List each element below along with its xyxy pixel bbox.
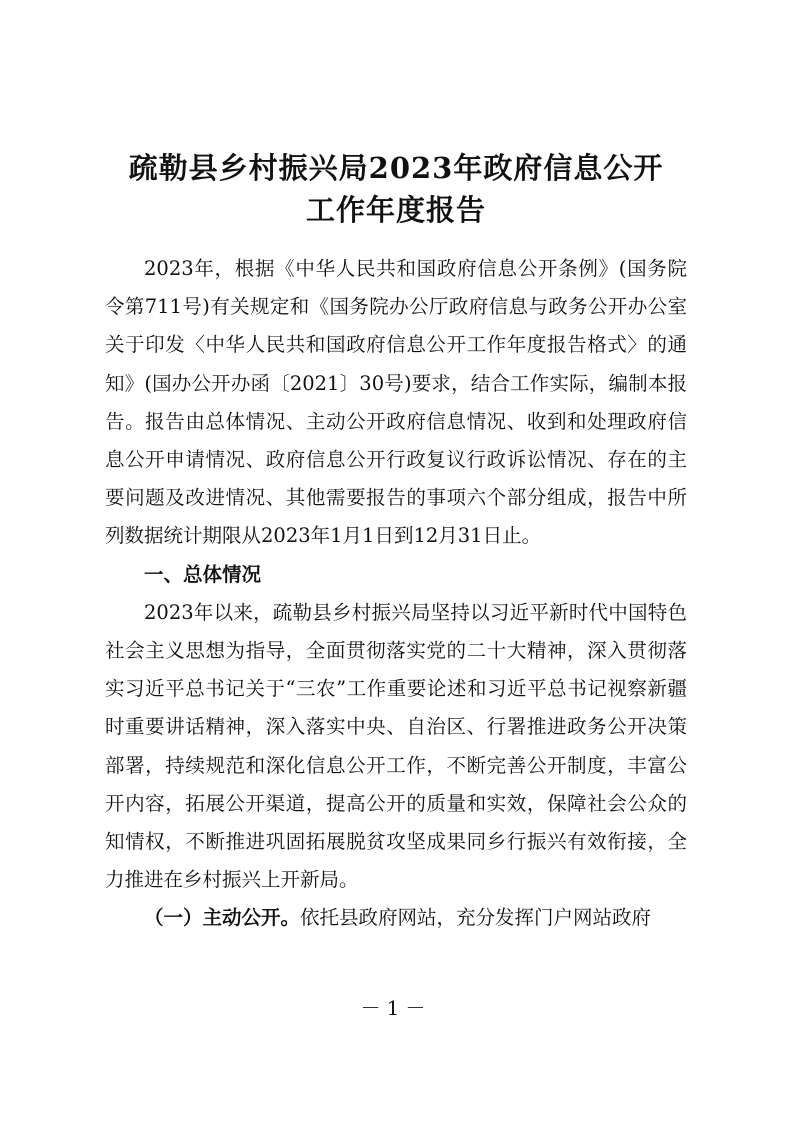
overview-paragraph: 2023年以来，疏勒县乡村振兴局坚持以习近平新时代中国特色社会主义思想为指导，全面贯彻落实党的二十大精神，深入贯彻落实习近平总书记关于“三农”工作重要论述和习近平总书记视察新疆时重要讲话精神，深入落实中央、自治区、行署推进政务公开决策部署，持续规范和深化信息公开工作，不断完善公开制度，丰富公开内容，拓展公开渠道，提高公开的质量和实效，保障社会公众的知情权，不断推进巩固拓展脱贫攻坚成果同乡行振兴有效衔接，全力推进在乡村振兴上开新局。 bbox=[105, 600, 687, 892]
intro-paragraph: 2023年，根据《中华人民共和国政府信息公开条例》(国务院令第711号)有关规定和《国务院办公厅政府信息与政务公开办公室关于印发〈中华人民共和国政府信息公开工作年度报告格式〉的通知》(国办公开办函〔2021〕30号)要求，结合工作实际，编制本报告。报告由总体情况、主动公开政府信息情况、收到和处理政府信息公开申请情况、政府信息公开行政复议行政诉讼情况、存在的主要问题及改进情况、其他需要报告的事项六个部分组成，报告中所列数据统计期限从2023年1月1日到12月31日止。 bbox=[105, 257, 687, 548]
page-number: －1－ bbox=[360, 996, 432, 1020]
subsection-text: 依托县政府网站，充分发挥门户网站政府 bbox=[300, 906, 652, 930]
report-title-line2: 工作年度报告 bbox=[305, 193, 486, 227]
subsection-proactive-disclosure bbox=[105, 899, 687, 937]
subsection-label: （一）主动公开。 bbox=[144, 906, 301, 930]
section-heading-overview: 一、总体情况 bbox=[144, 562, 262, 586]
report-title-line1: 疏勒县乡村振兴局2023年政府信息公开 bbox=[128, 151, 664, 185]
report-body bbox=[105, 250, 687, 938]
